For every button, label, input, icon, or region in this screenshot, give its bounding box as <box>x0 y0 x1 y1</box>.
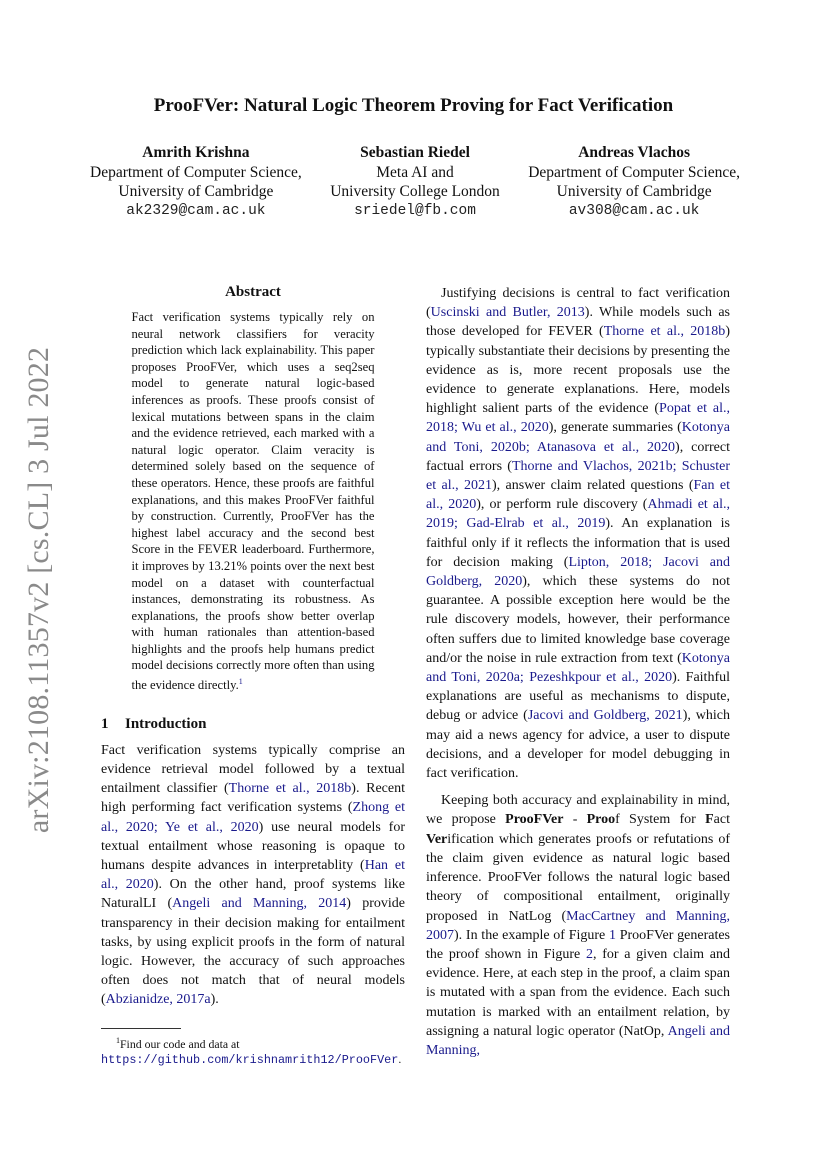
citation-link[interactable]: Angeli and Manning, 2014 <box>172 896 347 912</box>
body-text: ). Faithful explanations are useful as mechanisms to dispute, debug or advice ( <box>426 670 730 724</box>
author-name: Amrith Krishna <box>142 144 250 161</box>
body-text: ), which these systems do not guarantee. A possible exception here would be the rule discovery models, however, their performance often suffers due to limited knowledge base coverage and/or the noise in rule extraction from text ( <box>426 574 731 666</box>
footnote-number: 1 <box>116 1036 120 1045</box>
body-text: ). On the other hand, proof systems like NaturalLI ( <box>101 877 405 912</box>
body-text: f System for <box>615 812 706 828</box>
author-name: Sebastian Riedel <box>360 144 470 161</box>
citation-link[interactable]: Zhong et al., 2020; Ye et al., 2020 <box>101 800 405 835</box>
author-affiliation: Department of Computer Science, <box>90 163 302 181</box>
author-affiliation: Meta AI and <box>376 163 454 181</box>
body-text: ). An explanation is faithful only if it reflects the information that is used for decision making ( <box>426 516 730 570</box>
citation-link[interactable]: Uscinski and Butler, 2013 <box>430 305 585 321</box>
body-text: ification which generates proofs or refutations of the claim given evidence as natural logic based inference. ProoFVer follows the natural logic based theory of compositional entailment, originally proposed in NatLog ( <box>426 831 730 924</box>
body-text: ). Recent high performing fact verification systems ( <box>101 781 405 816</box>
section-number: 1 <box>101 715 109 732</box>
citation-link[interactable]: Kotonya and Toni, 2020a; Pezeshkpour et al., 2020 <box>426 650 730 686</box>
author-affiliation: Department of Computer Science, <box>528 163 740 181</box>
intro-paragraph-1 <box>101 741 405 1010</box>
citation-link[interactable]: Ahmadi et al., 2019; Gad-Elrab et al., 2019 <box>426 497 730 532</box>
section-title: Introduction <box>125 715 207 732</box>
citation-link[interactable]: Fan et al., 2020 <box>426 478 730 513</box>
citation-link[interactable]: 2 <box>585 946 593 962</box>
citation-link[interactable]: Lipton, 2018; Jacovi and Goldberg, 2020 <box>426 554 730 590</box>
body-text: , for a given claim and evidence. Here, at each step in the proof, a claim span is mutated with a span from the evidence. Each such mutation is marked with an entailment relation, by assigning a natural logic operator (NatOp, <box>426 946 730 1039</box>
citation-link[interactable]: Thorne and Vlachos, 2021b; Schuster et al., 2021 <box>426 458 730 494</box>
citation-link[interactable]: Thorne et al., 2018b <box>228 781 352 797</box>
citation-link[interactable]: Han et al., 2020 <box>101 858 405 893</box>
body-text: ), correct factual errors ( <box>426 439 730 474</box>
author-block <box>90 143 740 221</box>
citation-link[interactable]: Jacovi and Goldberg, 2021 <box>527 708 683 724</box>
body-text: - <box>563 812 587 828</box>
right-column <box>426 284 730 1060</box>
bold-text: Ver <box>426 831 448 847</box>
body-text: ). While models such as those developed for FEVER ( <box>426 305 730 340</box>
body-text: act <box>713 812 730 828</box>
body-text: Keeping both accuracy and explainability in mind, we propose <box>426 793 730 828</box>
footnote-marker[interactable]: 1 <box>238 677 243 687</box>
author-email: ak2329@cam.ac.uk <box>126 202 266 219</box>
footnote <box>101 1033 405 1069</box>
author-affiliation: University of Cambridge <box>118 183 274 200</box>
author-3 <box>528 143 740 221</box>
author-2 <box>330 143 500 221</box>
footnote-divider <box>101 1028 181 1029</box>
bold-text: ProoFVer <box>505 812 564 828</box>
body-text: ProoFVer generates the proof shown in Figure <box>426 927 731 962</box>
author-affiliation: University of Cambridge <box>556 183 712 200</box>
abstract-heading: Abstract <box>225 284 281 300</box>
paper-title: ProoFVer: Natural Logic Theorem Proving for Fact Verification <box>153 95 674 116</box>
citation-link[interactable]: Angeli and Manning, <box>426 1023 730 1058</box>
body-text: ) provide transparency in their decision making for entailment tasks, by using explicit proofs in the form of natural logic. However, the accuracy of such approaches often does not match that of neural models ( <box>101 896 405 1008</box>
author-name: Andreas Vlachos <box>578 144 691 161</box>
body-text: ), which may aid a news agency for advice, a user to dispute decisions, and a developer for model debugging in fact verification. <box>426 708 730 782</box>
left-column <box>101 284 405 1010</box>
footnote-end: . <box>398 1052 402 1067</box>
arxiv-stamp <box>14 340 64 840</box>
body-text: ) use neural models for textual entailment whose reasoning is opaque to humans despite advances in interpretablity ( <box>101 819 405 874</box>
author-email: sriedel@fb.com <box>354 202 476 219</box>
body-text: ). <box>210 992 219 1008</box>
abstract-text: Fact verification systems typically rely on neural network classifiers for veracity prediction which lack explainability. This paper proposes ProoFVer, which uses a seq2seq model to generate natural logic-based inferences as proofs. These proofs consist of lexical mutations between spans in the claim and the evidence retrieved, each marked with a natural logic operator. Claim veracity is determined solely based on the sequence of these operators. Hence, these proofs are faithful explanations, and this makes ProoFVer faithful by construction. Currently, ProoFVer has the highest label accuracy and the second best Score in the FEVER leaderboard. Furthermore, it improves by 13.21% points over the next best model on a dataset with counterfactual instances, demonstrating its robustness. As explanations, the proofs show better overlap with human rationales than attention-based highlights and the proofs help humans predict model decisions correctly more often than using the evidence directly. <box>131 310 375 693</box>
section-heading-introduction <box>101 716 405 733</box>
citation-link[interactable]: Thorne et al., 2018b <box>603 324 726 340</box>
arxiv-stamp-text: arXiv:2108.11357v2 [cs.CL] 3 Jul 2022 <box>22 346 55 834</box>
author-affiliation: University College London <box>330 183 500 200</box>
citation-link[interactable]: Popat et al., 2018; Wu et al., 2020 <box>426 401 730 436</box>
body-text: ), generate summaries ( <box>548 420 682 436</box>
body-text: ), answer claim related questions ( <box>492 478 694 494</box>
intro-paragraph-3 <box>426 791 730 1060</box>
citation-link[interactable]: Kotonya and Toni, 2020b; Atanasova et al., 2020 <box>426 420 731 455</box>
citation-link[interactable]: 1 <box>609 927 616 943</box>
footnote-link[interactable]: https://github.com/krishnamrith12/ProoFVer <box>101 1053 399 1068</box>
body-text: ). In the example of Figure <box>454 927 609 943</box>
body-text: Justifying decisions is central to fact verification ( <box>426 286 730 321</box>
bold-text: F <box>705 812 714 828</box>
body-text: ), or perform rule discovery ( <box>476 497 648 513</box>
citation-link[interactable]: Abzianidze, 2017a <box>105 992 211 1008</box>
footnote-text: Find our code and data at <box>120 1036 240 1051</box>
intro-paragraph-2 <box>426 284 730 783</box>
body-text: ) typically substantiate their decisions by presenting the evidence as is, more recent proposals use the evidence to generate explanations. Here, models highlight salient parts of the evidence ( <box>426 324 730 417</box>
author-email: av308@cam.ac.uk <box>568 202 700 219</box>
citation-link[interactable]: MacCartney and Manning, 2007 <box>426 908 730 943</box>
author-1 <box>90 143 302 221</box>
abstract-body <box>132 309 375 694</box>
body-text: Fact verification systems typically comprise an evidence retrieval model followed by a textual entailment classifier ( <box>101 742 405 797</box>
bold-text: Proo <box>586 812 616 828</box>
